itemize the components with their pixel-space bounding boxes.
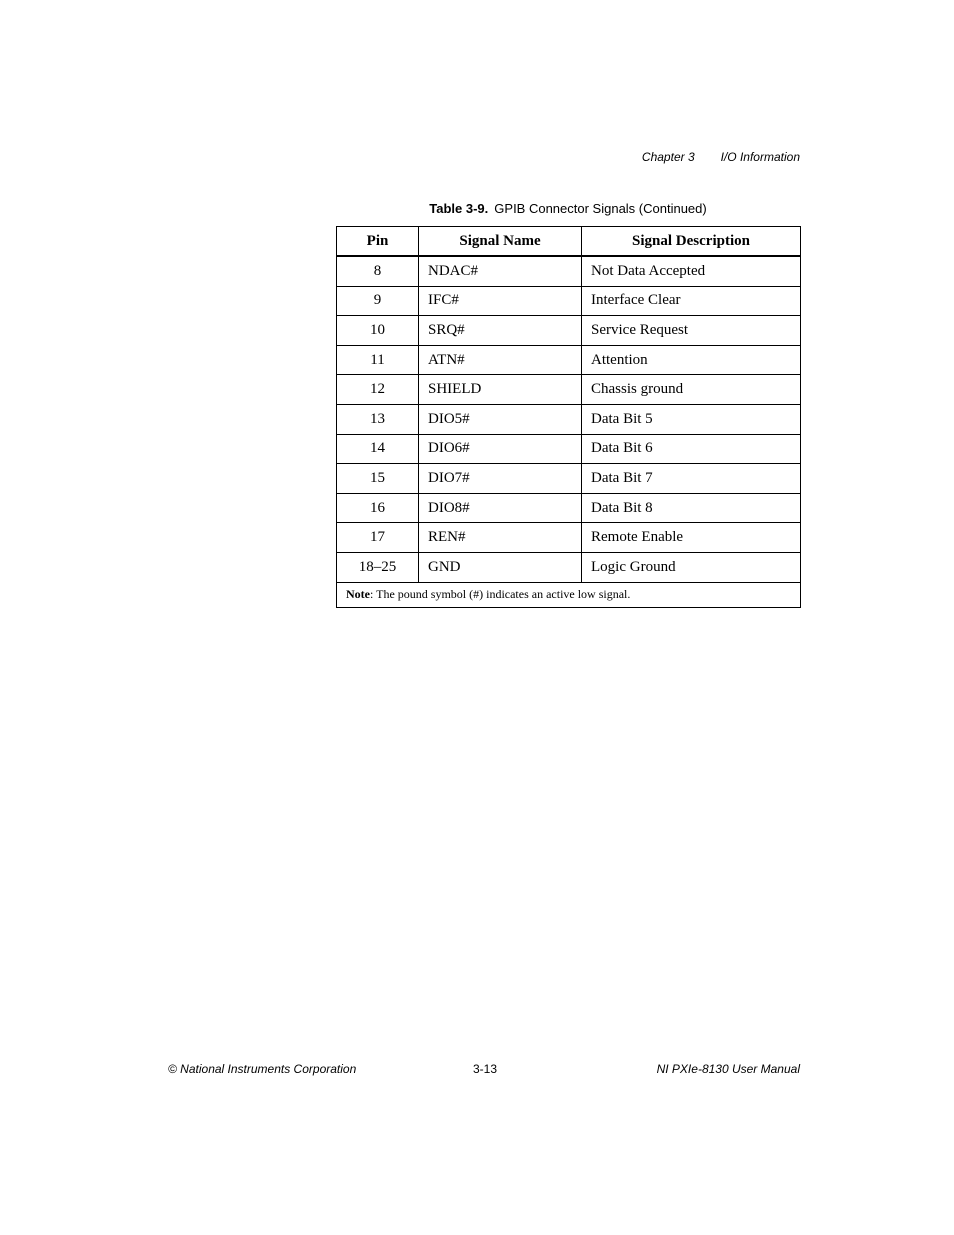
table-row — [337, 316, 801, 346]
signal-description-cell: Logic Ground — [582, 552, 801, 582]
signal-description-cell: Attention — [582, 345, 801, 375]
pin-cell: 11 — [337, 345, 419, 375]
column-header-signal-name: Signal Name — [419, 227, 582, 256]
pin-cell: 9 — [337, 286, 419, 316]
table-note-row — [337, 582, 801, 607]
table-row — [337, 286, 801, 316]
footer-copyright: © National Instruments Corporation — [168, 1062, 357, 1076]
signal-description-cell: Remote Enable — [582, 523, 801, 553]
section-label: I/O Information — [720, 150, 800, 164]
table-row — [337, 345, 801, 375]
table-caption — [336, 201, 800, 216]
table-caption-title: GPIB Connector Signals (Continued) — [494, 201, 707, 216]
pin-cell: 17 — [337, 523, 419, 553]
signal-description-cell: Data Bit 8 — [582, 493, 801, 523]
signal-name-cell: GND — [419, 552, 582, 582]
signal-description-cell: Service Request — [582, 316, 801, 346]
table-row — [337, 404, 801, 434]
pin-cell: 15 — [337, 464, 419, 494]
gpib-signals-table — [336, 226, 801, 608]
pin-cell: 18–25 — [337, 552, 419, 582]
pin-cell: 14 — [337, 434, 419, 464]
signal-name-cell: SRQ# — [419, 316, 582, 346]
table-row — [337, 523, 801, 553]
chapter-label: Chapter 3 — [641, 150, 695, 164]
running-header — [642, 150, 800, 164]
pin-cell: 12 — [337, 375, 419, 405]
signal-name-cell: DIO6# — [419, 434, 582, 464]
table-row — [337, 434, 801, 464]
signal-name-cell: DIO5# — [419, 404, 582, 434]
note-label: Note — [346, 587, 370, 602]
signal-name-cell: ATN# — [419, 345, 582, 375]
table-header-row — [337, 227, 801, 256]
footer-manual-title: NI PXIe-8130 User Manual — [656, 1062, 800, 1076]
table-row — [337, 375, 801, 405]
signal-name-cell: DIO7# — [419, 464, 582, 494]
pin-cell: 13 — [337, 404, 419, 434]
signal-name-cell: REN# — [419, 523, 582, 553]
pin-cell: 10 — [337, 316, 419, 346]
column-header-pin: Pin — [337, 227, 419, 256]
signal-description-cell: Interface Clear — [582, 286, 801, 316]
signal-name-cell: SHIELD — [419, 375, 582, 405]
pin-cell: 8 — [337, 257, 419, 287]
signal-description-cell: Data Bit 7 — [582, 464, 801, 494]
signal-description-cell: Not Data Accepted — [582, 257, 801, 287]
note-text: : The pound symbol (#) indicates an active low signal. — [370, 587, 631, 602]
pin-cell: 16 — [337, 493, 419, 523]
signal-name-cell: DIO8# — [419, 493, 582, 523]
page-number: 3-13 — [473, 1062, 498, 1076]
table-row — [337, 257, 801, 287]
signal-description-cell: Data Bit 6 — [582, 434, 801, 464]
table-row — [337, 552, 801, 582]
table-note — [337, 582, 801, 607]
signal-name-cell: NDAC# — [419, 257, 582, 287]
signal-description-cell: Data Bit 5 — [582, 404, 801, 434]
signal-description-cell: Chassis ground — [582, 375, 801, 405]
table-row — [337, 493, 801, 523]
table-row — [337, 464, 801, 494]
column-header-signal-description: Signal Description — [582, 227, 801, 256]
signal-name-cell: IFC# — [419, 286, 582, 316]
table-caption-number: Table 3-9. — [429, 201, 489, 216]
